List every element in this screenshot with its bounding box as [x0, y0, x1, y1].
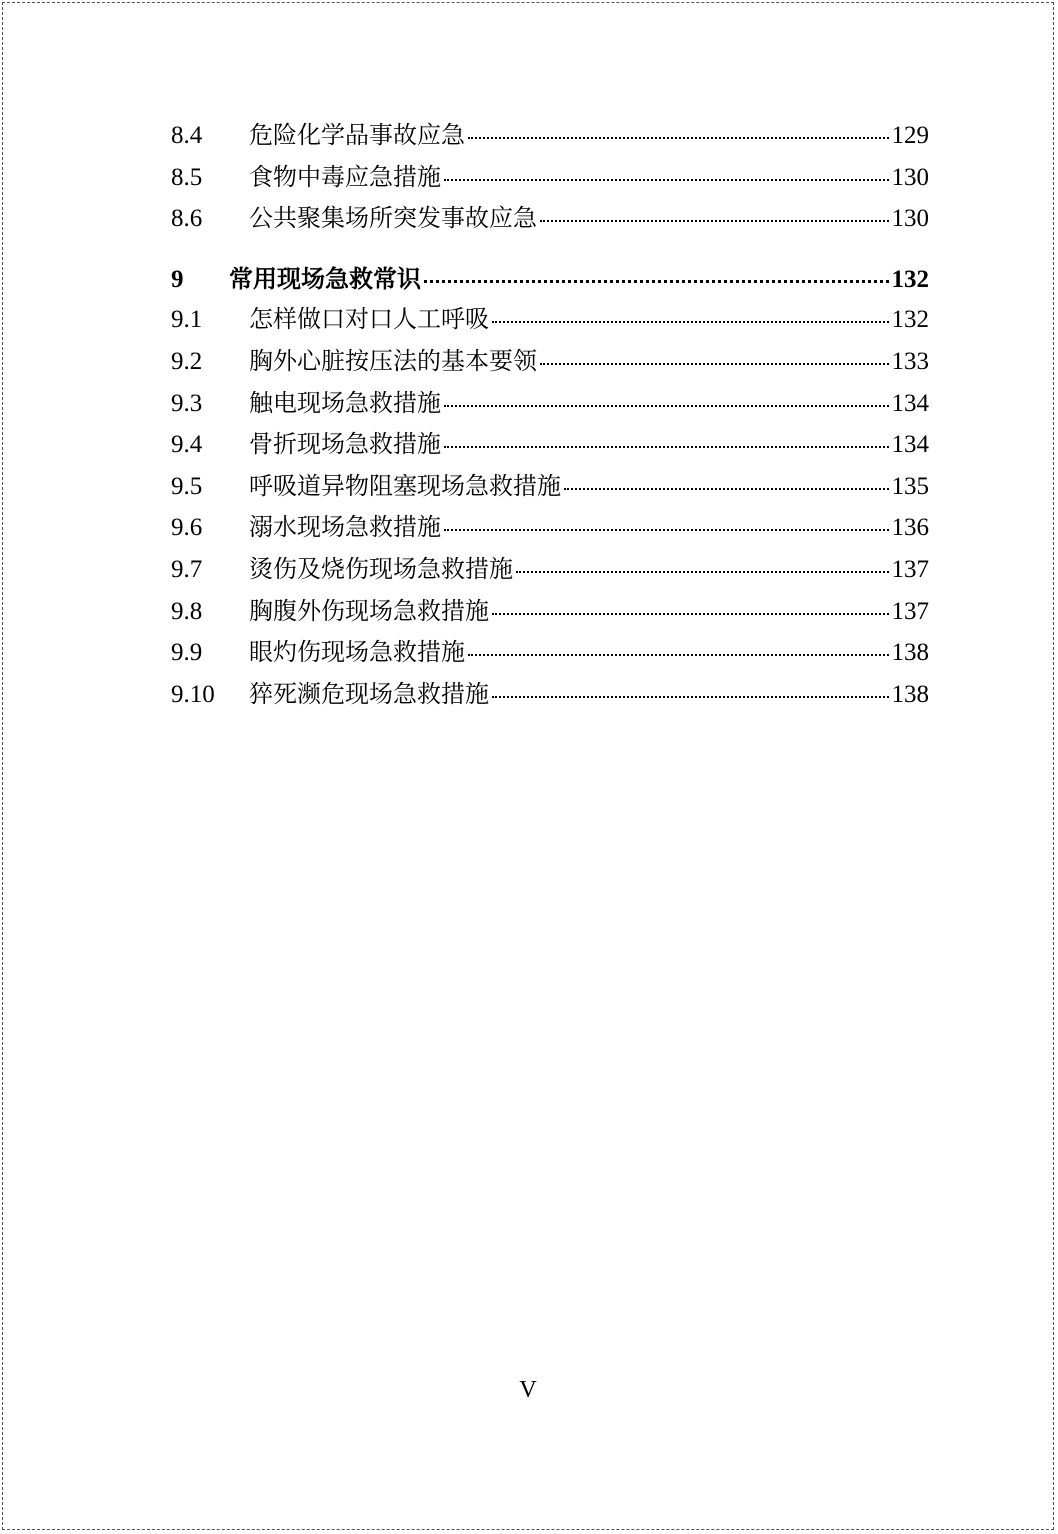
toc-entry[interactable]: [171, 591, 929, 633]
toc-entry[interactable]: [171, 299, 929, 341]
toc-entry-title: 胸腹外伤现场急救措施: [249, 596, 489, 625]
toc-entry-title: 食物中毒应急措施: [249, 162, 441, 191]
toc-entry-title: 烫伤及烧伤现场急救措施: [249, 554, 513, 583]
dot-leader: [444, 179, 889, 181]
toc-entry-page: 137: [891, 555, 929, 583]
toc-entry[interactable]: [171, 632, 929, 674]
toc-entry-title: 骨折现场急救措施: [249, 430, 441, 459]
toc-entry-number: 8.6: [171, 205, 203, 233]
toc-entry[interactable]: [171, 674, 929, 716]
toc-entry-number: 9.8: [171, 597, 203, 625]
dot-leader: [540, 363, 889, 365]
toc-chapter-page: 132: [891, 265, 929, 293]
dot-leader: [468, 137, 889, 139]
toc-entry[interactable]: [171, 549, 929, 591]
toc-entry-page: 137: [891, 597, 929, 625]
toc-entry-number: 9.5: [171, 472, 203, 500]
dot-leader: [444, 446, 889, 448]
toc-entry-number: 9.2: [171, 347, 203, 375]
dot-leader: [492, 321, 889, 323]
toc-entry-page: 138: [891, 680, 929, 708]
toc-entry-number: 8.4: [171, 122, 203, 149]
dot-leader: [540, 220, 889, 222]
toc-entry-number: 9.10: [171, 680, 215, 708]
toc-entry-title: 胸外心脏按压法的基本要领: [249, 346, 537, 375]
toc-entry-page: 133: [891, 347, 929, 375]
toc-entry-page: 136: [891, 514, 929, 542]
toc-entry-number: 9.9: [171, 639, 203, 667]
toc-entry-page: 129: [891, 122, 929, 149]
toc-entry-title: 怎样做口对口人工呼吸: [249, 305, 489, 334]
toc-entry-number: 9.1: [171, 306, 203, 334]
toc-entry-title: 猝死濒危现场急救措施: [249, 679, 489, 708]
toc-entry-number: 9.4: [171, 431, 203, 459]
toc-entry-title: 溺水现场急救措施: [249, 513, 441, 542]
page-number: V: [519, 1377, 537, 1403]
toc-entry-title: 眼灼伤现场急救措施: [249, 638, 465, 667]
toc-entry-page: 135: [891, 472, 929, 500]
toc-entry[interactable]: [171, 383, 929, 425]
table-of-contents: [171, 115, 929, 715]
toc-entry[interactable]: [171, 115, 929, 157]
toc-entry[interactable]: [171, 198, 929, 240]
toc-chapter-title: 常用现场急救常识: [229, 263, 421, 293]
toc-entry-page: 130: [891, 205, 929, 233]
toc-entry[interactable]: [171, 466, 929, 508]
toc-entry-title: 呼吸道异物阻塞现场急救措施: [249, 471, 561, 500]
dot-leader: [468, 654, 889, 656]
toc-entry-page: 130: [891, 163, 929, 191]
toc-chapter-entry[interactable]: [171, 258, 929, 300]
toc-entry-page: 132: [891, 306, 929, 334]
dot-leader: [492, 696, 889, 698]
toc-entry[interactable]: [171, 424, 929, 466]
toc-chapter-number: 9: [171, 265, 184, 293]
toc-entry-title: 公共聚集场所突发事故应急: [249, 204, 537, 233]
dot-leader: [444, 529, 889, 531]
document-page: [2, 2, 1054, 1530]
toc-entry-number: 9.3: [171, 389, 203, 417]
dot-leader: [424, 280, 889, 283]
toc-entry[interactable]: [171, 157, 929, 199]
toc-entry-number: 9.6: [171, 514, 203, 542]
toc-entry-page: 138: [891, 639, 929, 667]
dot-leader: [444, 405, 889, 407]
toc-entry-page: 134: [891, 389, 929, 417]
toc-entry-title: 触电现场急救措施: [249, 388, 441, 417]
dot-leader: [516, 571, 889, 573]
toc-entry-title: 危险化学品事故应急: [249, 121, 465, 149]
toc-entry-page: 134: [891, 431, 929, 459]
toc-entry[interactable]: [171, 507, 929, 549]
toc-entry-number: 8.5: [171, 163, 203, 191]
dot-leader: [492, 613, 889, 615]
toc-entry[interactable]: [171, 341, 929, 383]
toc-entry-number: 9.7: [171, 555, 203, 583]
dot-leader: [564, 488, 889, 490]
